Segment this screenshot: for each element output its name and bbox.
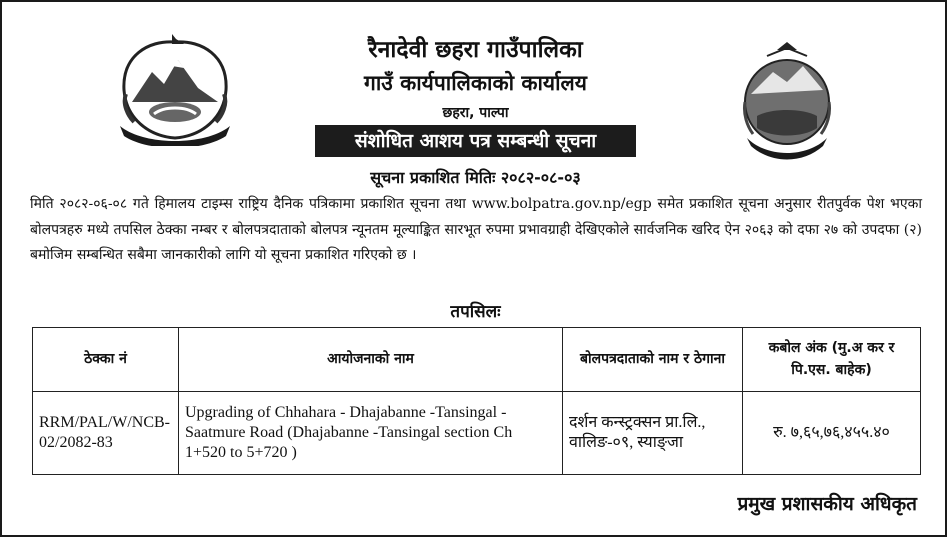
header-bid-amount: कबोल अंक (मु.अ कर र पि.एस. बाहेक) — [743, 328, 921, 392]
municipality-name: रैनादेवी छहरा गाउँपालिका — [368, 37, 583, 63]
publish-date: सूचना प्रकाशित मितिः २०८२-०८-०३ — [370, 168, 581, 187]
cell-bidder — [563, 391, 743, 474]
cell-project-name: Upgrading of Chhahara - Dhajabanne -Tansingal - Saatmure Road (Dhajabanne -Tansingal section Ch 1+520 to 5+720 ) — [179, 391, 563, 474]
notice-title-banner: संशोधित आशय पत्र सम्बन्धी सूचना — [315, 125, 636, 157]
bidder-name: दर्शन कन्स्ट्रक्सन प्रा.लि., — [569, 413, 706, 431]
table-row — [33, 391, 921, 474]
notice-body: मिति २०८२-०६-०८ गते हिमालय टाइम्स राष्ट्रिय दैनिक पत्रिकामा प्रकाशित सूचना तथा www.bolpatra.gov.np/egp समेत प्रकाशित सूचना अनुसार रीतपुर्वक पेश भएका बोलपत्रहरु मध्ये तपसिल ठेक्का नम्बर र बोलपत्रदाताको बोलपत्र न्यूनतम मूल्याङ्कित सारभूत रुपमा प्रभावग्राही देखिएकोले सार्वजनिक खरिद ऐन २०६३ को दफा २७ को उपदफा (२) बमोजिम सम्बन्धित सबैमा जानकारीको लागि यो सूचना प्रकाशित गरिएको छ । — [30, 196, 922, 263]
bidder-address: वालिङ-०९, स्याङ्जा — [569, 433, 684, 451]
cell-bid-amount: रु. ७,६५,७६,४५५.४० — [743, 391, 921, 474]
cell-contract-no: RRM/PAL/W/NCB-02/2082-83 — [33, 391, 179, 474]
header-project-name: आयोजनाको नाम — [179, 328, 563, 392]
details-table — [32, 327, 921, 475]
header-contract-no: ठेक्का नं — [33, 328, 179, 392]
header-bidder: बोलपत्रदाताको नाम र ठेगाना — [563, 328, 743, 392]
signatory-title: प्रमुख प्रशासकीय अधिकृत — [737, 493, 917, 515]
table-header-row — [33, 328, 921, 392]
office-address: छहरा, पाल्पा — [442, 105, 509, 121]
office-name: गाउँ कार्यपालिकाको कार्यालय — [364, 71, 587, 95]
details-heading: तपसिलः — [450, 302, 501, 322]
